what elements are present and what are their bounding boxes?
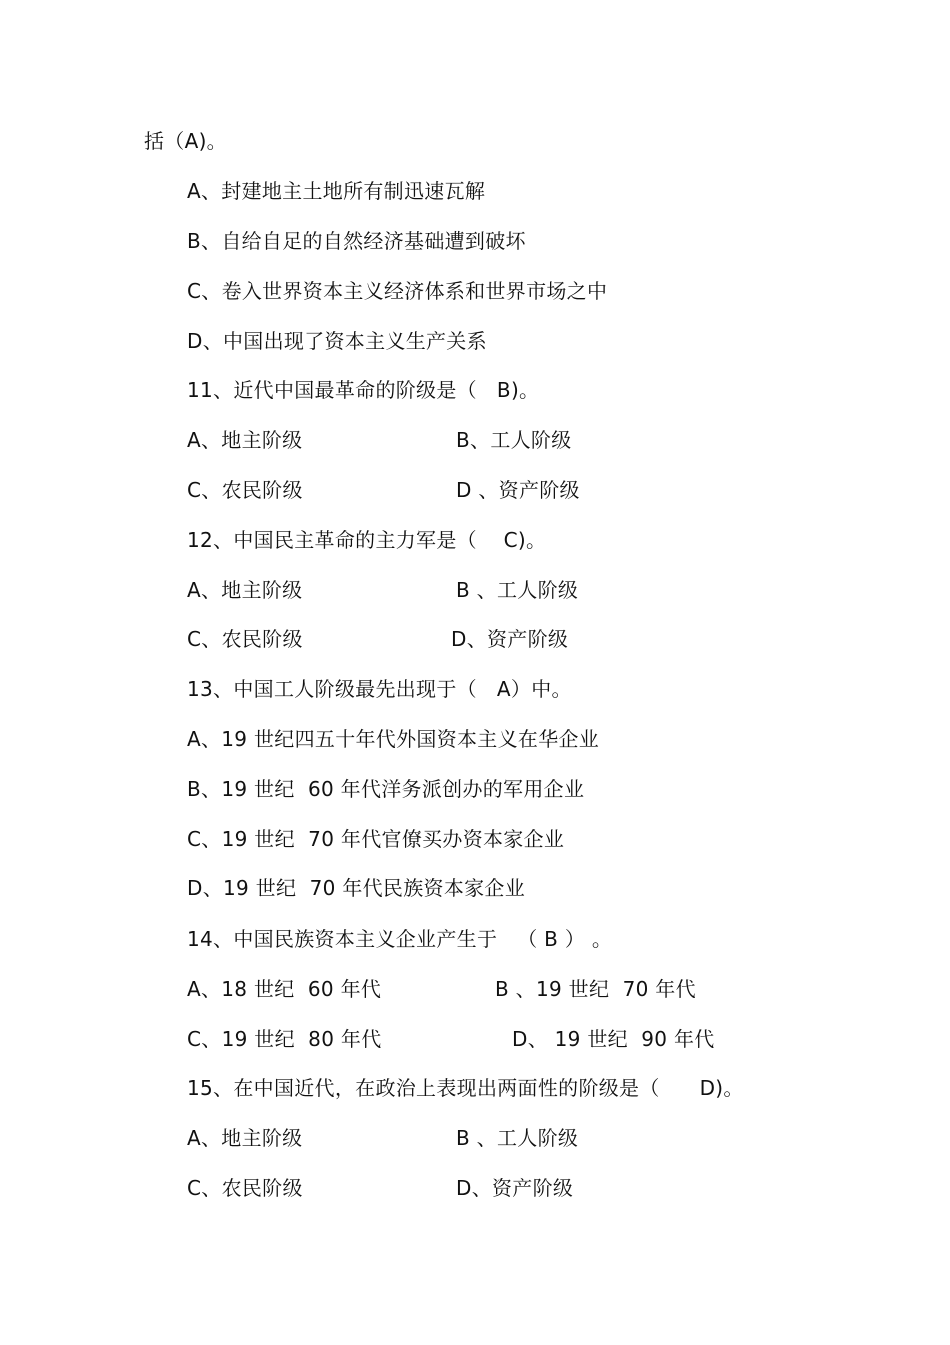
q14-option-d: D、 19 世纪 90 年代 xyxy=(512,1027,715,1051)
q12-option-d: D、资产阶级 xyxy=(451,627,569,651)
q12-option-c: C、农民阶级 xyxy=(187,627,303,651)
q15-stem: 15、在中国近代，在政治上表现出两面性的阶级是（ D)。 xyxy=(187,1076,744,1100)
q15-option-b: B 、工人阶级 xyxy=(456,1126,579,1150)
q10-option-c: C、卷入世界资本主义经济体系和世界市场之中 xyxy=(187,279,608,303)
q13-option-a: A、19 世纪四五十年代外国资本主义在华企业 xyxy=(187,727,600,751)
q10-option-a: A、封建地主土地所有制迅速瓦解 xyxy=(187,179,486,203)
q14-option-b: B 、19 世纪 70 年代 xyxy=(495,977,696,1001)
q13-option-b: B、19 世纪 60 年代洋务派创办的军用企业 xyxy=(187,777,585,801)
q10-stem-continuation: 括（A)。 xyxy=(144,129,227,153)
q13-option-c: C、19 世纪 70 年代官僚买办资本家企业 xyxy=(187,827,565,851)
q10-option-b: B、自给自足的自然经济基础遭到破坏 xyxy=(187,229,526,253)
q10-option-d: D、中国出现了资本主义生产关系 xyxy=(187,329,487,353)
q13-option-d: D、19 世纪 70 年代民族资本家企业 xyxy=(187,876,526,900)
q14-option-c: C、19 世纪 80 年代 xyxy=(187,1027,382,1051)
q14-option-a: A、18 世纪 60 年代 xyxy=(187,977,382,1001)
q12-option-b: B 、工人阶级 xyxy=(456,578,579,602)
q14-stem: 14、中国民族资本主义企业产生于 （ B ） 。 xyxy=(187,927,613,951)
q13-stem: 13、中国工人阶级最先出现于（ A）中。 xyxy=(187,677,572,701)
q11-option-a: A、地主阶级 xyxy=(187,428,303,452)
q15-option-a: A、地主阶级 xyxy=(187,1126,303,1150)
q15-option-d: D、资产阶级 xyxy=(456,1176,574,1200)
q15-option-c: C、农民阶级 xyxy=(187,1176,303,1200)
q11-stem: 11、近代中国最革命的阶级是（ B)。 xyxy=(187,378,540,402)
q12-option-a: A、地主阶级 xyxy=(187,578,303,602)
q11-option-c: C、农民阶级 xyxy=(187,478,303,502)
q11-option-d: D 、资产阶级 xyxy=(456,478,580,502)
q12-stem: 12、中国民主革命的主力军是（ C)。 xyxy=(187,528,547,552)
q11-option-b: B、工人阶级 xyxy=(456,428,572,452)
